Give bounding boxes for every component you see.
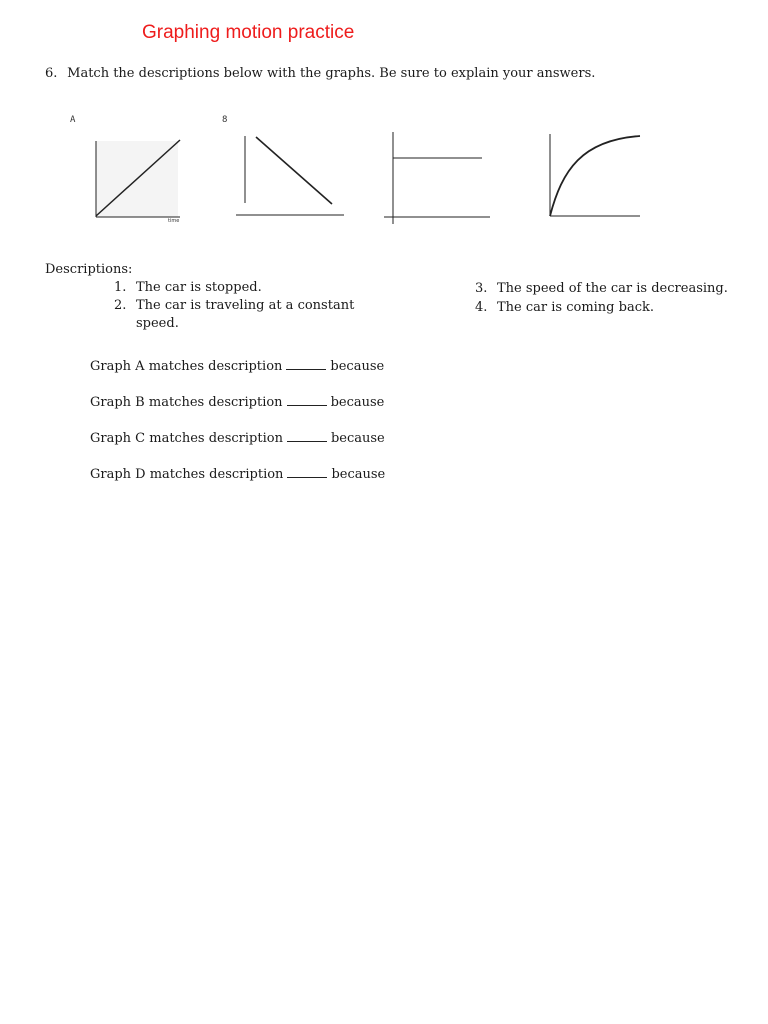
description-item-2: 2. The car is traveling at a constant speed.: [114, 298, 355, 331]
match-a-blank[interactable]: [286, 357, 326, 370]
graph-b: [236, 133, 348, 221]
graph-a-axis-label: time: [168, 218, 180, 224]
match-b-blank[interactable]: [287, 393, 327, 406]
graph-b-label: 8: [222, 115, 228, 125]
graph-b-line: [256, 137, 332, 204]
match-d-prefix: Graph D matches description: [90, 467, 284, 482]
match-c-blank[interactable]: [287, 429, 327, 442]
description-item-1: 1. The car is stopped.: [114, 280, 262, 295]
graph-d: [542, 130, 646, 220]
match-line-c: [90, 429, 385, 446]
match-d-blank[interactable]: [287, 465, 327, 478]
match-b-prefix: Graph B matches description: [90, 395, 283, 410]
match-c-prefix: Graph C matches description: [90, 431, 283, 446]
description-item-4: 4. The car is coming back.: [475, 300, 654, 315]
graph-c: [384, 130, 494, 226]
match-b-suffix: because: [330, 395, 385, 410]
question-number: 6.: [45, 66, 58, 81]
worksheet-title: Graphing motion practice: [142, 22, 355, 43]
graph-d-curve: [550, 136, 640, 216]
match-line-a: [90, 357, 384, 374]
match-a-prefix: Graph A matches description: [90, 359, 283, 374]
question-text: Match the descriptions below with the graphs. Be sure to explain your answers.: [67, 66, 596, 81]
graph-a: [88, 135, 188, 227]
question-6: [45, 66, 595, 81]
descriptions-heading: Descriptions:: [45, 262, 133, 277]
graph-a-label: A: [70, 115, 76, 125]
description-item-3: 3. The speed of the car is decreasing.: [475, 281, 728, 296]
match-d-suffix: because: [331, 467, 386, 482]
match-line-b: [90, 393, 384, 410]
match-c-suffix: because: [330, 431, 385, 446]
match-a-suffix: because: [330, 359, 385, 374]
match-line-d: [90, 465, 385, 482]
